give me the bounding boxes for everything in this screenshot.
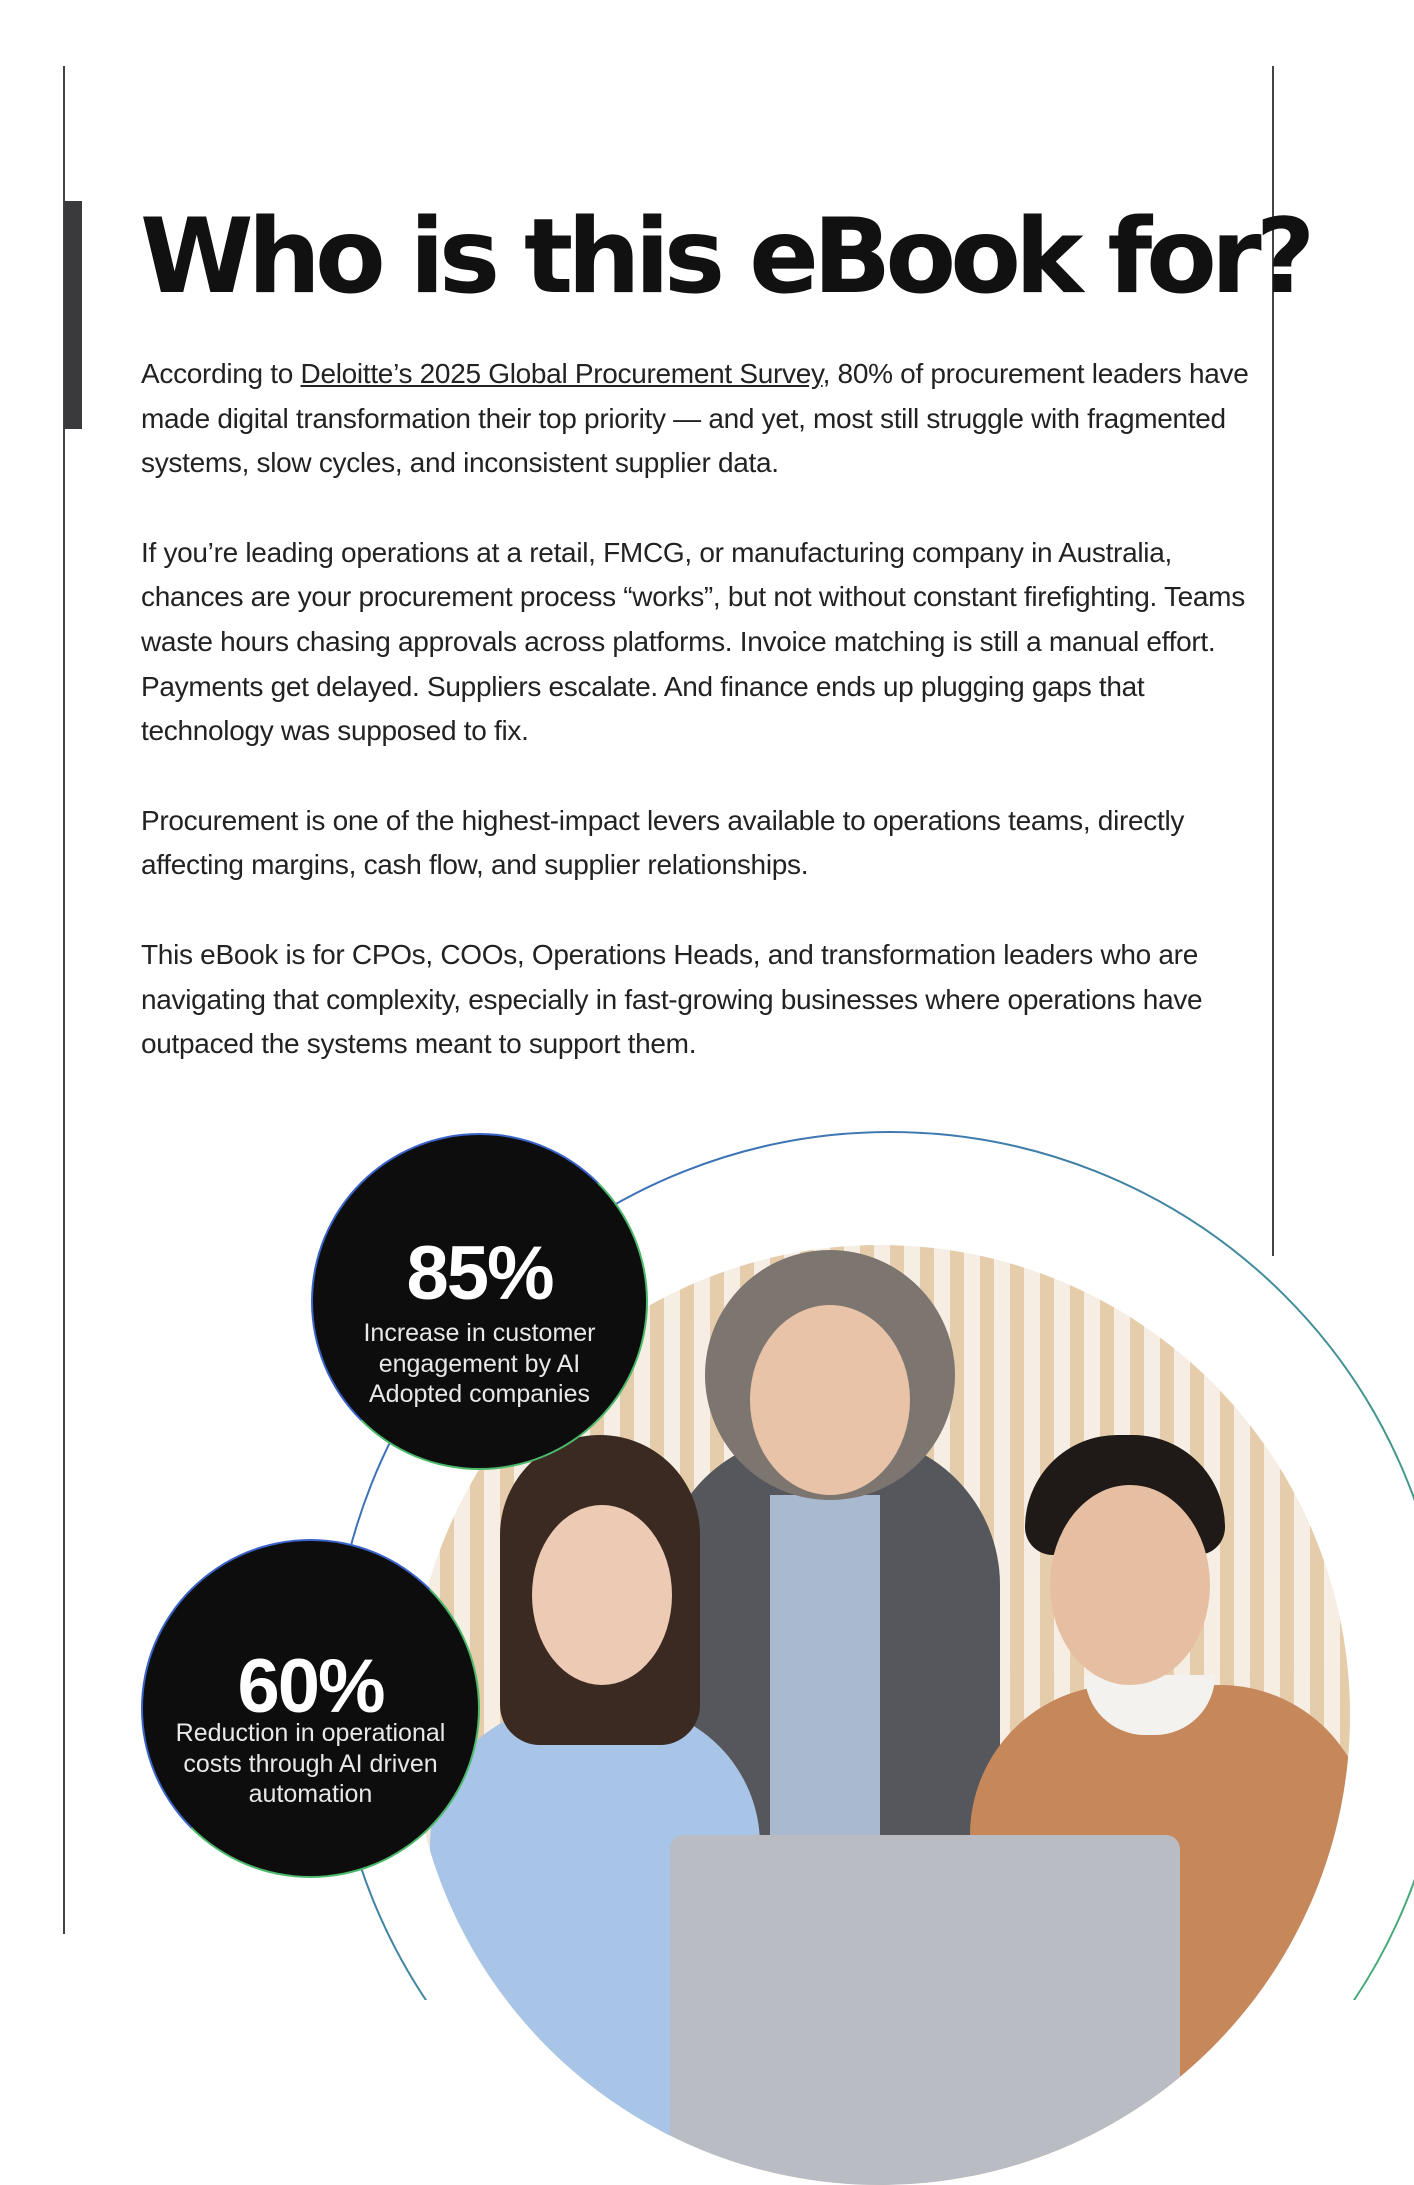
stat-value: 60% — [237, 1644, 384, 1729]
paragraph-1-end: , 80% of procurement leaders have made digital transformation their top priority — and yet, most still struggle with fragmented systems, slow cycles, and inconsistent supplier data. — [141, 358, 1249, 479]
stat-value: 85% — [406, 1231, 553, 1316]
paragraph-1 — [141, 352, 1261, 486]
page-title: Who is this eBook for? — [140, 197, 1310, 317]
paragraph-1-start: According to — [141, 358, 301, 389]
stat-circle-cost-reduction — [141, 1539, 480, 1878]
title-accent-bar — [64, 201, 82, 429]
laptop — [670, 1835, 1180, 2185]
stat-label: Increase in customer engagement by AI Adopted companies — [363, 1319, 596, 1408]
paragraph-3: Procurement is one of the highest-impact levers available to operations teams, directly affecting margins, cash flow, and supplier relationships. — [141, 804, 1185, 881]
paragraph-2: If you’re leading operations at a retail, FMCG, or manufacturing company in Australia, chances are your procurement process “works”, but not without constant firefighting. Teams waste hours chasing approvals across platforms. Invoice matching is still a manual effort. Payments get delayed. Suppliers escalate. And finance ends up plugging gaps that technology was supposed to fix. — [141, 536, 1245, 747]
paragraph-4: This eBook is for CPOs, COOs, Operations Heads, and transformation leaders who are navigating that complexity, especially in fast-growing businesses where operations have outpaced the systems meant to support them. — [141, 938, 1203, 1060]
body-text — [141, 352, 1261, 1112]
deloitte-survey-link[interactable]: Deloitte’s 2025 Global Procurement Survey — [300, 358, 823, 389]
stat-label: Reduction in operational costs through AI driven automation — [175, 1719, 446, 1808]
stat-circle-engagement — [311, 1133, 648, 1470]
